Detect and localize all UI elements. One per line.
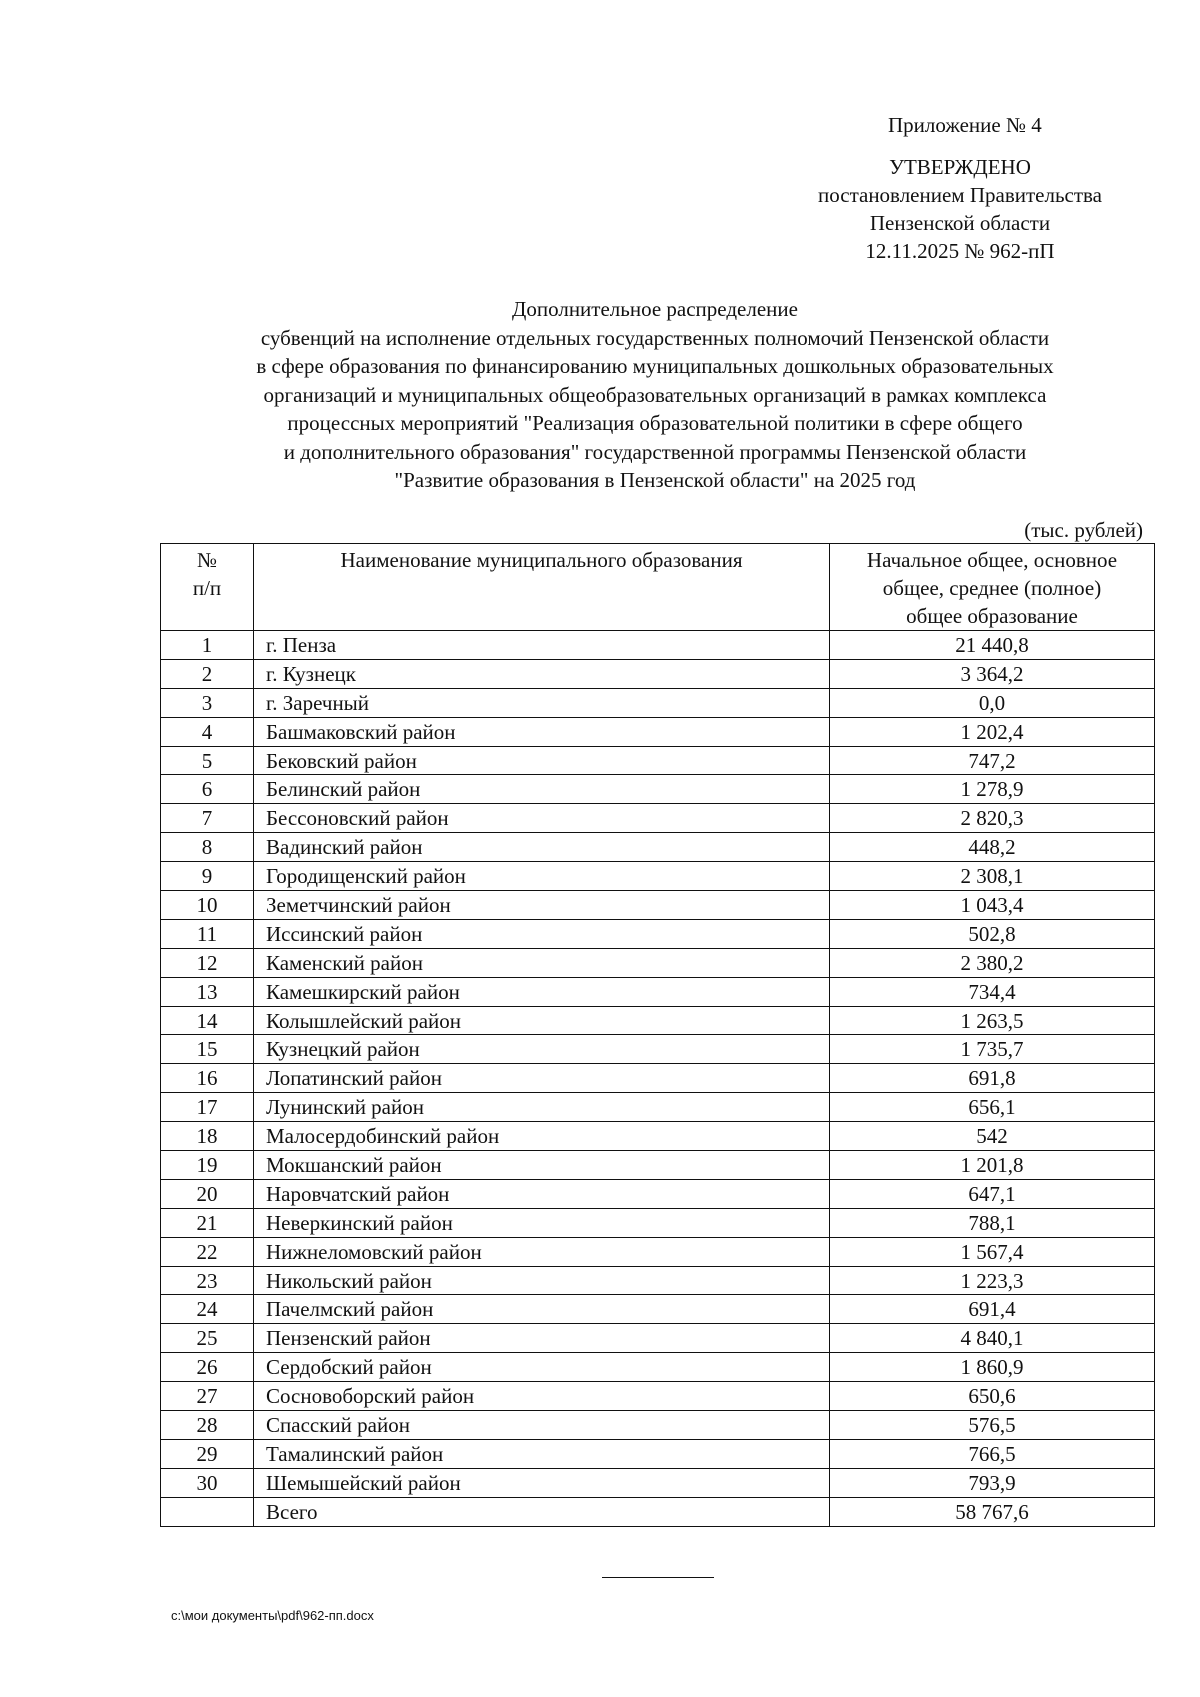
title-line: и дополнительного образования" государственной программы Пензенской области	[283, 439, 1027, 464]
row-municipality: Никольский район	[254, 1266, 830, 1295]
distribution-table	[160, 543, 1155, 1527]
row-number: 14	[161, 1006, 254, 1035]
table-row	[161, 1093, 1155, 1122]
title-line: организаций и муниципальных общеобразовательных организаций в рамках комплекса	[263, 382, 1047, 407]
row-number: 1	[161, 631, 254, 660]
row-value: 1 735,7	[830, 1035, 1155, 1064]
header-line: п/п	[192, 576, 222, 600]
row-number: 15	[161, 1035, 254, 1064]
row-value: 2 380,2	[830, 948, 1155, 977]
row-number: 26	[161, 1353, 254, 1382]
row-number: 16	[161, 1064, 254, 1093]
file-path-footer: c:\мои документы\pdf\962-пп.docx	[171, 1608, 374, 1623]
row-municipality: Камешкирский район	[254, 977, 830, 1006]
approval-stamp	[790, 153, 1130, 265]
row-municipality: Шемышейский район	[254, 1468, 830, 1497]
table-row	[161, 1237, 1155, 1266]
row-municipality: Сердобский район	[254, 1353, 830, 1382]
row-municipality: Лунинский район	[254, 1093, 830, 1122]
row-value: 2 820,3	[830, 804, 1155, 833]
row-value: 576,5	[830, 1411, 1155, 1440]
document-title	[120, 295, 1190, 495]
row-value: 21 440,8	[830, 631, 1155, 660]
title-line: "Развитие образования в Пензенской области" на 2025 год	[394, 468, 916, 492]
row-municipality: Нижнеломовский район	[254, 1237, 830, 1266]
table-row	[161, 1295, 1155, 1324]
approval-line: Пензенской области	[869, 211, 1051, 235]
row-number: 28	[161, 1411, 254, 1440]
row-value: 1 278,9	[830, 775, 1155, 804]
row-value: 3 364,2	[830, 659, 1155, 688]
table-row	[161, 919, 1155, 948]
row-number: 13	[161, 977, 254, 1006]
table-header-row	[161, 544, 1155, 631]
row-municipality: Кузнецкий район	[254, 1035, 830, 1064]
row-value: 691,4	[830, 1295, 1155, 1324]
row-value: 1 223,3	[830, 1266, 1155, 1295]
row-municipality: Каменский район	[254, 948, 830, 977]
row-number: 10	[161, 891, 254, 920]
row-number: 21	[161, 1208, 254, 1237]
row-municipality: Бессоновский район	[254, 804, 830, 833]
row-value: 448,2	[830, 833, 1155, 862]
title-line: в сфере образования по финансированию муниципальных дошкольных образовательных	[256, 354, 1054, 378]
row-value: 1 201,8	[830, 1151, 1155, 1180]
row-municipality: Лопатинский район	[254, 1064, 830, 1093]
table-row	[161, 1179, 1155, 1208]
row-value: 542	[830, 1122, 1155, 1151]
approval-line: 12.11.2025 № 962-пП	[865, 239, 1055, 263]
row-municipality: Неверкинский район	[254, 1208, 830, 1237]
row-value: 766,5	[830, 1439, 1155, 1468]
row-municipality: Бековский район	[254, 746, 830, 775]
table-row	[161, 1208, 1155, 1237]
header-line: общее, среднее (полное)	[882, 576, 1102, 600]
title-line: процессных мероприятий "Реализация образовательной политики в сфере общего	[287, 411, 1023, 435]
row-value: 793,9	[830, 1468, 1155, 1497]
table-row	[161, 717, 1155, 746]
table-row	[161, 688, 1155, 717]
appendix-label: Приложение № 4	[888, 113, 1042, 137]
table-row	[161, 891, 1155, 920]
row-value: 1 202,4	[830, 717, 1155, 746]
table-row	[161, 1324, 1155, 1353]
row-value: 0,0	[830, 688, 1155, 717]
row-municipality: г. Пенза	[254, 631, 830, 660]
row-number: 7	[161, 804, 254, 833]
row-value: 734,4	[830, 977, 1155, 1006]
row-number: 23	[161, 1266, 254, 1295]
row-municipality: Спасский район	[254, 1411, 830, 1440]
row-value: 4 840,1	[830, 1324, 1155, 1353]
row-municipality: г. Кузнецк	[254, 659, 830, 688]
row-value: 1 567,4	[830, 1237, 1155, 1266]
table-row	[161, 1353, 1155, 1382]
row-municipality: Колышлейский район	[254, 1006, 830, 1035]
row-municipality: Пачелмский район	[254, 1295, 830, 1324]
table-row	[161, 1122, 1155, 1151]
row-number: 11	[161, 919, 254, 948]
row-number: 17	[161, 1093, 254, 1122]
row-municipality: г. Заречный	[254, 688, 830, 717]
table-row	[161, 631, 1155, 660]
row-number: 2	[161, 659, 254, 688]
table-row	[161, 659, 1155, 688]
header-line: №	[196, 548, 218, 572]
row-value: 2 308,1	[830, 862, 1155, 891]
row-municipality: Вадинский район	[254, 833, 830, 862]
total-row	[161, 1497, 1155, 1526]
row-municipality: Всего	[254, 1497, 830, 1526]
header-municipality: Наименование муниципального образования	[254, 544, 830, 631]
table-row	[161, 862, 1155, 891]
row-value: 1 860,9	[830, 1353, 1155, 1382]
row-value: 1 263,5	[830, 1006, 1155, 1035]
unit-note: (тыс. рублей)	[1024, 518, 1143, 542]
row-value: 647,1	[830, 1179, 1155, 1208]
title-line: Дополнительное распределение	[512, 297, 798, 321]
row-municipality: Малосердобинский район	[254, 1122, 830, 1151]
approval-line: УТВЕРЖДЕНО	[889, 155, 1031, 179]
row-number: 5	[161, 746, 254, 775]
row-number: 22	[161, 1237, 254, 1266]
header-line: общее образование	[906, 604, 1078, 628]
row-number: 8	[161, 833, 254, 862]
row-municipality: Городищенский район	[254, 862, 830, 891]
row-value: 1 043,4	[830, 891, 1155, 920]
table-row	[161, 977, 1155, 1006]
row-municipality: Иссинский район	[254, 919, 830, 948]
table-row	[161, 1411, 1155, 1440]
row-number	[161, 1497, 254, 1526]
table-row	[161, 1006, 1155, 1035]
row-value: 650,6	[830, 1382, 1155, 1411]
row-number: 24	[161, 1295, 254, 1324]
row-number: 20	[161, 1179, 254, 1208]
table-row	[161, 833, 1155, 862]
row-value: 788,1	[830, 1208, 1155, 1237]
table-row	[161, 1439, 1155, 1468]
table-row	[161, 1035, 1155, 1064]
header-line: Начальное общее, основное	[866, 548, 1118, 572]
row-number: 19	[161, 1151, 254, 1180]
table-row	[161, 1266, 1155, 1295]
row-number: 18	[161, 1122, 254, 1151]
row-municipality: Земетчинский район	[254, 891, 830, 920]
row-municipality: Наровчатский район	[254, 1179, 830, 1208]
row-municipality: Сосновоборский район	[254, 1382, 830, 1411]
table-row	[161, 1468, 1155, 1497]
row-municipality: Белинский район	[254, 775, 830, 804]
header-education	[830, 544, 1155, 631]
row-number: 27	[161, 1382, 254, 1411]
row-number: 6	[161, 775, 254, 804]
header-number	[161, 544, 254, 631]
table-row	[161, 746, 1155, 775]
table-row	[161, 1151, 1155, 1180]
row-municipality: Башмаковский район	[254, 717, 830, 746]
approval-line: постановлением Правительства	[817, 183, 1102, 207]
row-value: 58 767,6	[830, 1497, 1155, 1526]
table-row	[161, 1064, 1155, 1093]
table-row	[161, 804, 1155, 833]
row-value: 747,2	[830, 746, 1155, 775]
row-value: 691,8	[830, 1064, 1155, 1093]
table-row	[161, 948, 1155, 977]
row-municipality: Мокшанский район	[254, 1151, 830, 1180]
table-body	[161, 631, 1155, 1527]
table-row	[161, 1382, 1155, 1411]
row-number: 29	[161, 1439, 254, 1468]
row-number: 3	[161, 688, 254, 717]
row-number: 4	[161, 717, 254, 746]
row-value: 656,1	[830, 1093, 1155, 1122]
row-number: 9	[161, 862, 254, 891]
row-number: 30	[161, 1468, 254, 1497]
closing-rule	[602, 1577, 714, 1578]
row-number: 12	[161, 948, 254, 977]
title-line: субвенций на исполнение отдельных государственных полномочий Пензенской области	[260, 325, 1050, 350]
row-municipality: Тамалинский район	[254, 1439, 830, 1468]
row-municipality: Пензенский район	[254, 1324, 830, 1353]
row-value: 502,8	[830, 919, 1155, 948]
row-number: 25	[161, 1324, 254, 1353]
table-row	[161, 775, 1155, 804]
